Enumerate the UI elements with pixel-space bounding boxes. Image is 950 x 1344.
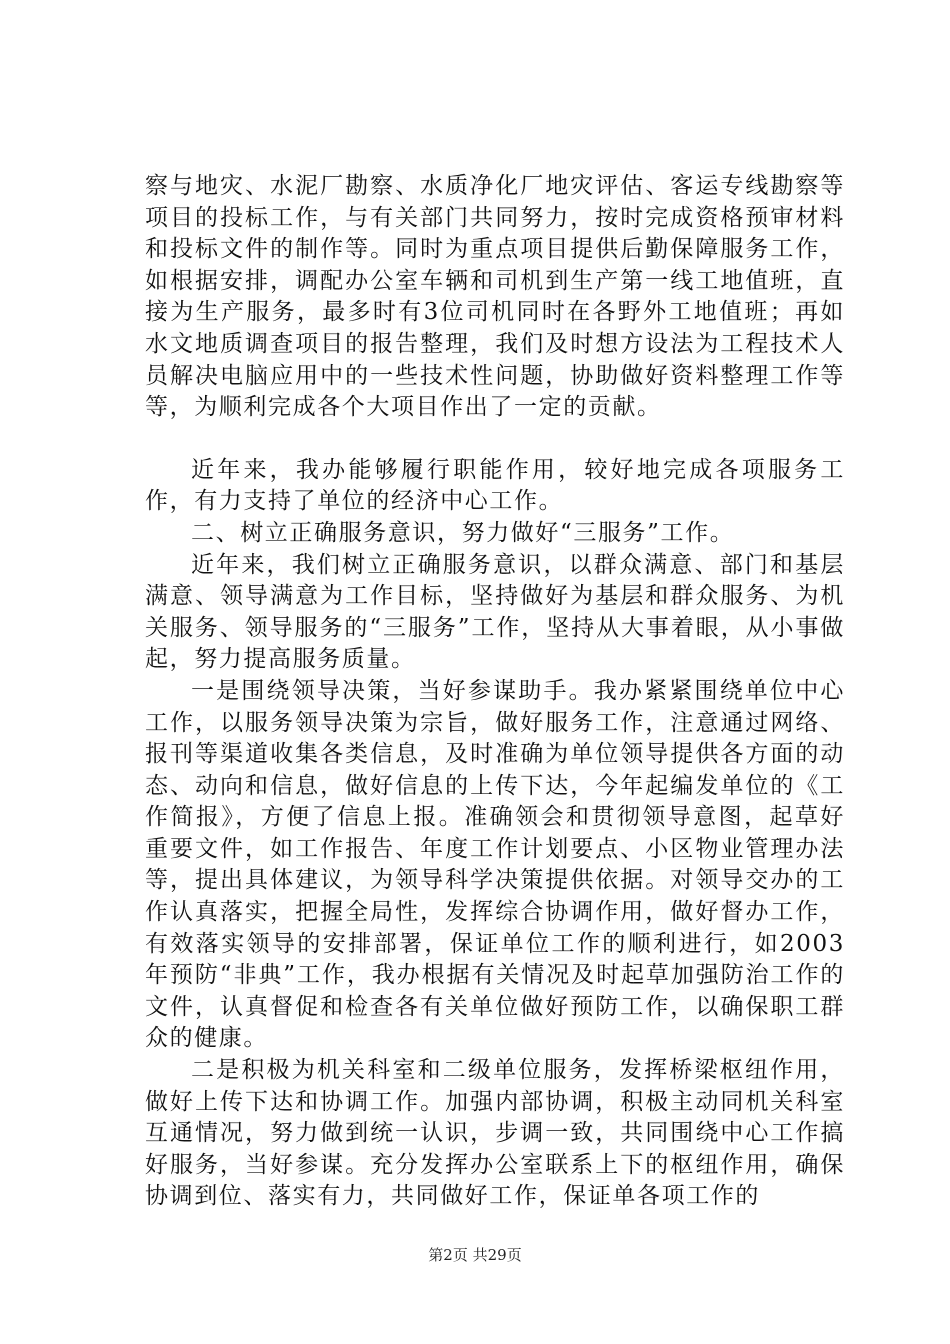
paragraph-summary: 近年来，我办能够履行职能作用，较好地完成各项服务工作，有力支持了单位的经济中心工作。 xyxy=(145,456,845,515)
section-heading: 二、树立正确服务意识，努力做好“三服务”工作。 xyxy=(191,519,735,546)
page-footer: 第2页 共29页 xyxy=(428,1246,522,1264)
paragraph-item-two: 二是积极为机关科室和二级单位服务，发挥桥梁枢纽作用，做好上传下达和协调工作。加强内部协调，积极主动同机关科室互通情况，努力做到统一认识，步调一致，共同围绕中心工作搞好服务，当好参谋。充分发挥办公室联系上下的枢纽作用，确保协调到位、落实有力，共同做好工作，保证单各项工作的 xyxy=(145,1057,845,1210)
paragraph-item-one: 一是围绕领导决策，当好参谋助手。我办紧紧围绕单位中心工作，以服务领导决策为宗旨，做好服务工作，注意通过网络、报刊等渠道收集各类信息，及时准确为单位领导提供各方面的动态、动向和信息，做好信息的上传下达，今年起编发单位的《工作简报》，方便了信息上报。准确领会和贯彻领导意图，起草好重要文件，如工作报告、年度工作计划要点、小区物业管理办法等，提出具体建议，为领导科学决策提供依据。对领导交办的工作认真落实，把握全局性，发挥综合协调作用，做好督办工作，有效落实领导的安排部署，保证单位工作的顺利进行，如2003年预防“非典”工作，我办根据有关情况及时起草加强防治工作的文件，认真督促和检查各有关单位做好预防工作，以确保职工群众的健康。 xyxy=(145,677,845,1052)
paragraph-intro: 近年来，我们树立正确服务意识，以群众满意、部门和基层满意、领导满意为工作目标，坚持做好为基层和群众服务、为机关服务、领导服务的“三服务”工作，坚持从大事着眼，从小事做起，努力提高服务质量。 xyxy=(145,551,845,673)
document-body xyxy=(145,171,845,1213)
paragraph-continuation: 察与地灾、水泥厂勘察、水质净化厂地灾评估、客运专线勘察等项目的投标工作，与有关部门共同努力，按时完成资格预审材料和投标文件的制作等。同时为重点项目提供后勤保障服务工作，如根据安排，调配办公室车辆和司机到生产第一线工地值班，直接为生产服务，最多时有3位司机同时在各野外工地值班；再如水文地质调查项目的报告整理，我们及时想方设法为工程技术人员解决电脑应用中的一些技术性问题，协助做好资料整理工作等等，为顺利完成各个大项目作出了一定的贡献。 xyxy=(145,173,845,421)
